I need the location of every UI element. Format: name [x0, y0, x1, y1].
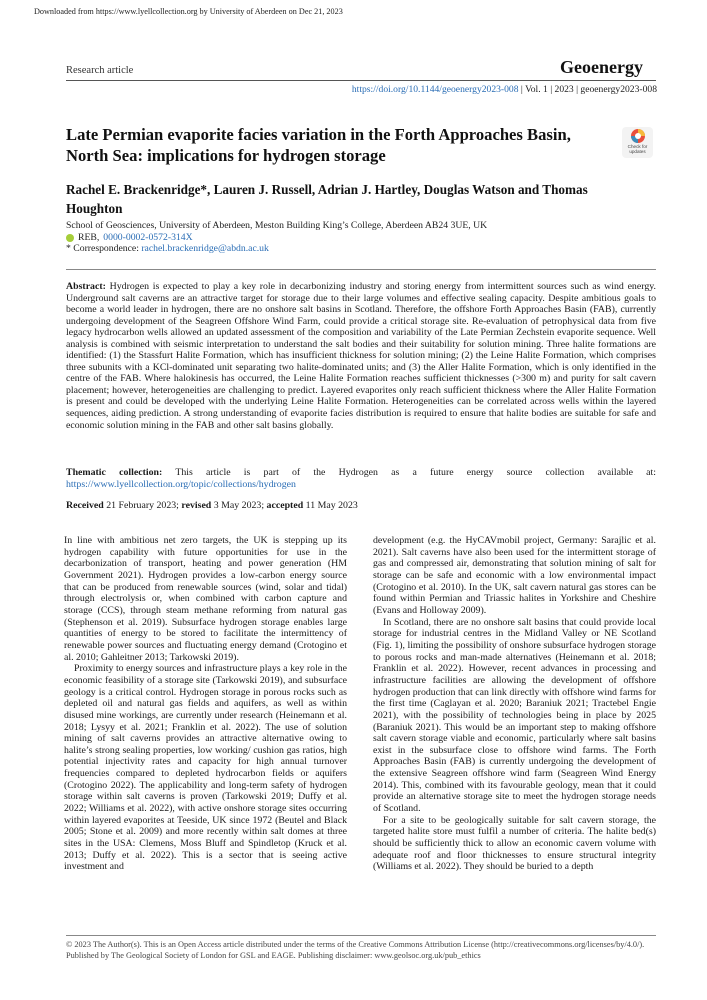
- received-date: 21 February 2023;: [106, 500, 179, 511]
- check-for-updates-button[interactable]: [622, 127, 653, 158]
- abstract-text: Hydrogen is expected to play a key role in decarbonizing industry and storing energy from intermittent sources such as wind energy. Underground salt caverns are an attractive target for storage due to their large volumes and effective sealing capacity. Despite ambitious goals to become a world leader in hydrogen, there are no onshore salt basins in Scotland. Therefore, the offshore Forth Approaches Basin (FAB), currently undergoing development of the Seagreen Offshore Wind Farm, could provide a critical storage site. Re-evaluation of petrophysical data from five legacy hydrocarbon wells allowed an updated assessment of the composition and variability of the Late Permian Zechstein evaporite sequence. Well analysis is combined with seismic interpretation to understand the salt bodies and their suitability for solution mining. Three halite formations are identified: (1) the Stassfurt Halite Formation, which has insufficient thickness for solution mining; (2) the Leine Halite Formation, which comprises three subunits with a KCl-dominated unit separating two halite-dominated units; and (3) the Aller Halite Formation, which is only identified in the centre of the FAB. Where halokinesis has occurred, the Leine Halite Formation reaches sufficient thicknesses (>300 m) and purity for salt cavern placement; however, heterogeneities are challenging to predict. Layered evaporites only reach sufficient thickness where the Aller Halite Formation is present and could be developed with the underlying Leine Halite Formation. Heterogeneities can be correlated across wells within the layered sequences, aiding prediction. A strong understanding of evaporite facies distribution is required to ensure that halite bodies are suitable for safe and economic solution mining in the FAB and other salt basins globally.: [66, 281, 656, 431]
- correspondence-email[interactable]: rachel.brackenridge@abdn.ac.uk: [141, 243, 269, 254]
- doi-link[interactable]: https://doi.org/10.1144/geoenergy2023-008: [351, 84, 519, 95]
- body-column-right: [373, 535, 656, 873]
- correspondence-label: * Correspondence:: [66, 243, 139, 254]
- revised-label: revised: [181, 500, 212, 511]
- received-label: Received: [66, 500, 104, 511]
- citation-line: [280, 84, 657, 95]
- author-list: Rachel E. Brackenridge*, Lauren J. Russell, Adrian J. Hartley, Douglas Watson and Thomas Houghton: [66, 182, 588, 216]
- body-paragraph: Proximity to energy sources and infrastructure plays a key role in the economic feasibility of a storage site (Tarkowski 2019), and subsurface geology is a critical control. Hydrogen storage in porous rocks such as depleted oil and natural gas fields and aquifers, as well as within disused mine workings, are currently under research (Heinemann et al. 2018; Lysyy et al. 2021; Franklin et al. 2022). The use of solution mining of salt caverns provides an attractive alternative owing to halite’s strong sealing properties, low working/ cushion gas ratios, high potential injectivity rates and capacity for high annual turnover frequencies compared to depleted hydrocarbon fields or aquifers (Crotogino 2022). The applicability and long-term safety of hydrogen storage within salt caverns is proven (Tarkowski 2019; Duffy et al. 2022; Williams et al. 2022), with active onshore storage sites occurring within layered evaporites at Teeside, UK since 1972 (Beutel and Black 2005; Stone et al. 2009) and more recently within salt domes at three sites in the USA: Clemens, Moss Bluff and Spindletop (Kruck et al. 2013; Duffy et al. 2022). This is a sector that is seeing active investment and: [64, 663, 347, 873]
- abstract: [66, 281, 656, 431]
- orcid-line: [66, 232, 193, 243]
- body-paragraph: development (e.g. the HyCAVmobil project, Germany: Sarajlic et al. 2021). Salt caverns have also been used for the intermittent storage of gas and compressed air, demonstrating that solution mining of salt for storage can be safe and economic with a low environmental impact (Crotogino et al. 2010). In the UK, salt cavern natural gas stores can be found within Permian and Triassic halites in Yorkshire and Cheshire (Evans and Holloway 2009).: [373, 535, 656, 616]
- journal-name: Geoenergy: [560, 57, 643, 77]
- header-rule: [66, 80, 656, 81]
- orcid-initials: REB,: [78, 232, 100, 243]
- check-updates-label-2: updates: [629, 149, 646, 154]
- thematic-collection: [66, 467, 656, 491]
- body-paragraph: In line with ambitious net zero targets, the UK is stepping up its hydrogen capability with future opportunities for use in the decarbonization of transport, heating and power generation (HM Government 2021). Hydrogen provides a low-carbon energy source that can be produced from renewable sources (wind, solar and tidal) through electrolysis or, when combined with carbon capture and storage (CCS), through steam methane reforming from natural gas (Stephenson et al. 2019). Subsurface hydrogen storage enables large quantities of energy to be stored to facilitate the intermittency of renewable power sources and fluctuating energy demand (Crotogino et al. 2010; Gahleitner 2013; Tarkowski 2019).: [64, 535, 347, 663]
- orcid-icon: [66, 234, 74, 242]
- abstract-label: Abstract:: [66, 281, 106, 292]
- article-title: Late Permian evaporite facies variation in the Forth Approaches Basin, North Sea: implications for hydrogen storage: [66, 125, 571, 165]
- body-paragraph: In Scotland, there are no onshore salt basins that could provide local storage for industrial centres in the Midland Valley or NE Scotland (Fig. 1), limiting the possibility of onshore subsurface hydrogen storage to porous rocks and man-made alternatives (Heinemann et al. 2018; Franklin et al. 2022). However, recent advances in processing and infrastructure facilities are allowing the development of offshore hydrogen production that can link directly with offshore wind farms for the first time (Caglayan et al. 2020; Baraniuk 2021; Tractebel Engie 2021), with the possibility of technologies being in place by 2025 (Baraniuk 2021). This would be an important step to making offshore salt cavern storage viable and economic, particularly where salt basins exist in the subsurface close to offshore wind farms. The Forth Approaches Basin (FAB) is currently undergoing the development of the extensive Seagreen offshore wind farm (Seagreen Wind Energy 2014). This, combined with its favourable geology, mean that it could provide an alternative storage site to meet the hydrogen storage needs of Scotland.: [373, 616, 656, 815]
- license-footer: © 2023 The Author(s). This is an Open Access article distributed under the terms of the Creative Commons Attribution License (http://creativecommons.org/licenses/by/4.0/). Published by The Geological Society of London for GSL and EAGE. Publishing disclaimer: www.geolsoc.org.uk/pub_ethics: [66, 940, 645, 960]
- download-line: Downloaded from https://www.lyellcollection.org by University of Aberdeen on Dec 21, 2023: [34, 7, 343, 16]
- thematic-text: This article is part of the Hydrogen as a future energy source collection available at:: [175, 467, 656, 478]
- accepted-date: 11 May 2023: [305, 500, 358, 511]
- citation-rest: | Vol. 1 | 2023 | geoenergy2023-008: [520, 84, 657, 95]
- check-updates-icon: [630, 128, 646, 144]
- article-type: Research article: [66, 65, 134, 76]
- check-updates-label-1: Check for: [627, 144, 648, 149]
- correspondence: [66, 243, 269, 254]
- orcid-link[interactable]: 0000-0002-0572-314X: [103, 232, 193, 243]
- footer-rule: [66, 935, 656, 936]
- thematic-link[interactable]: https://www.lyellcollection.org/topic/collections/hydrogen: [66, 479, 296, 490]
- body-paragraph: For a site to be geologically suitable for salt cavern storage, the targeted halite store must fulfil a number of criteria. The halite bed(s) should be sufficiently thick to allow an economic cavern volume with adequate roof and floor thicknesses to ensure structural integrity (Williams et al. 2022). They should be buried to a depth: [373, 814, 656, 873]
- accepted-label: accepted: [266, 500, 304, 511]
- affiliation: School of Geosciences, University of Aberdeen, Meston Building King’s College, Aberdeen AB24 3UE, UK: [66, 220, 488, 231]
- body-column-left: [64, 535, 347, 873]
- thematic-label: Thematic collection:: [66, 467, 163, 478]
- abstract-rule: [66, 269, 656, 270]
- revised-date: 3 May 2023;: [213, 500, 265, 511]
- article-dates: [66, 500, 358, 511]
